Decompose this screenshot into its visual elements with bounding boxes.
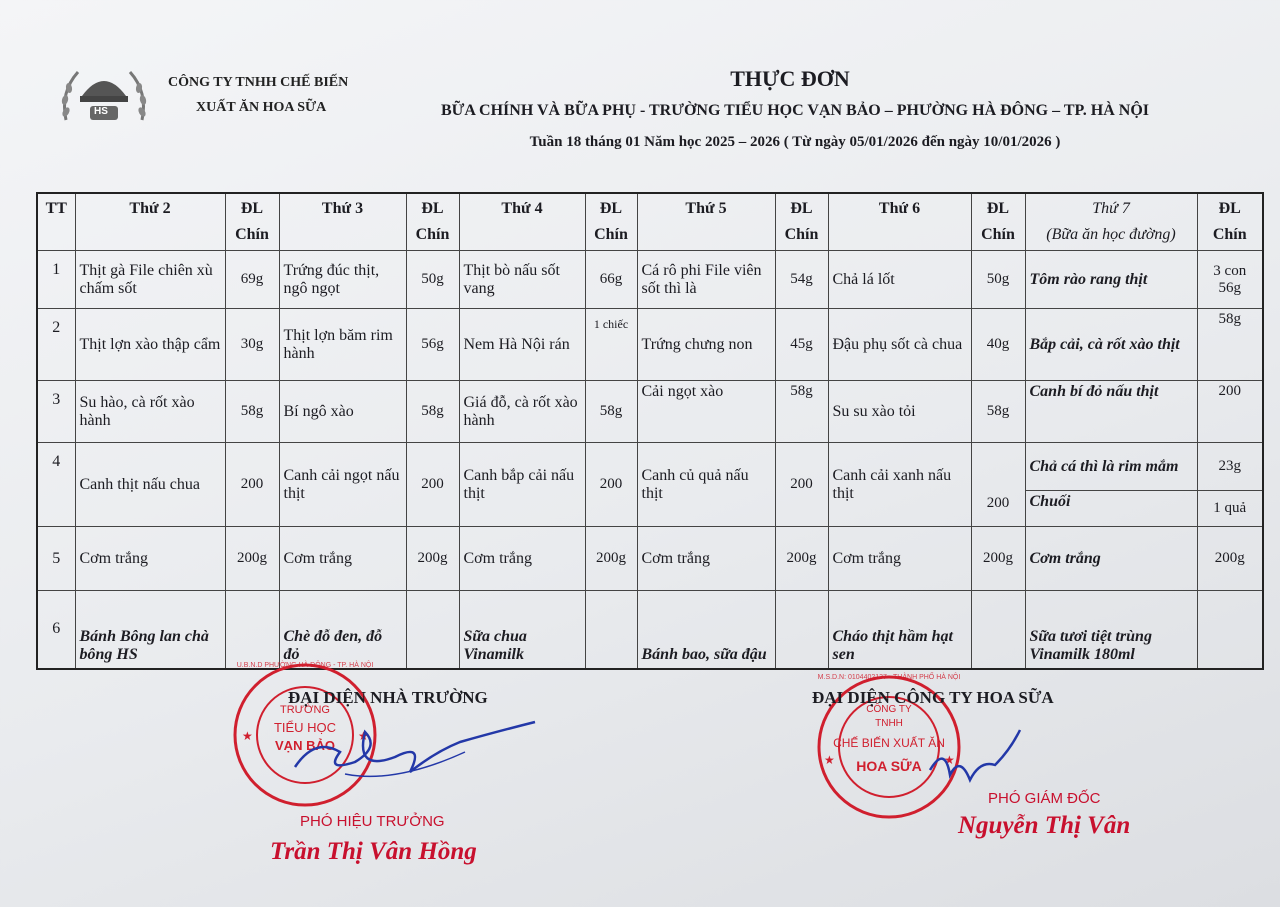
school-representative-name: Trần Thị Vân Hồng <box>270 838 477 865</box>
header-qty: ĐL Chín <box>225 193 279 251</box>
qty-cell: 200 <box>406 443 459 527</box>
row-number: 2 <box>37 309 75 381</box>
table-row <box>37 381 1263 443</box>
dish-cell: Cơm trắng <box>828 527 971 591</box>
company-representative-role: PHÓ GIÁM ĐỐC <box>988 790 1101 807</box>
qty-cell: 200 <box>1197 381 1263 443</box>
stamp-ring-text: U.B.N.D PHƯỜNG HÀ ĐÔNG - TP. HÀ NỘI <box>236 662 374 669</box>
dish-cell-saturday: Bắp cải, cà rốt xào thịt <box>1025 309 1197 381</box>
dish-cell-saturday: Tôm rào rang thịt <box>1025 251 1197 309</box>
qty-cell: 56g <box>406 309 459 381</box>
qty-cell: 58g <box>971 381 1025 443</box>
qty-cell-empty <box>775 591 828 669</box>
document-title: THỰC ĐƠN <box>730 66 850 91</box>
header-day-5: Thứ 5 <box>637 193 775 251</box>
qty-cell: 66g <box>585 251 637 309</box>
header-day-4: Thứ 4 <box>459 193 585 251</box>
qty-cell-empty <box>225 591 279 669</box>
header-qty: ĐL Chín <box>406 193 459 251</box>
qty-cell: 58g <box>1197 309 1263 381</box>
qty-cell: 200g <box>406 527 459 591</box>
qty-cell: 58g <box>406 381 459 443</box>
company-representative-name: Nguyễn Thị Vân <box>958 812 1131 839</box>
dish-cell: Nem Hà Nội rán <box>459 309 585 381</box>
svg-text:★: ★ <box>824 753 835 767</box>
header-qty: ĐL Chín <box>585 193 637 251</box>
dish-cell: Cải ngọt xào <box>637 381 775 443</box>
snack-cell: Bánh bao, sữa đậu <box>637 591 775 669</box>
qty-cell: 30g <box>225 309 279 381</box>
dish-cell-saturday: Canh bí đỏ nấu thịt <box>1025 381 1197 443</box>
dish-cell: Thịt lợn băm rim hành <box>279 309 406 381</box>
dish-cell: Cơm trắng <box>75 527 225 591</box>
qty-cell: 200 <box>971 443 1025 527</box>
qty-cell: 200g <box>1197 527 1263 591</box>
dish-cell: Chả lá lốt <box>828 251 971 309</box>
school-representative-heading: ĐẠI DIỆN NHÀ TRƯỜNG <box>288 688 488 707</box>
stamp-line: HOA SỮA <box>856 758 922 774</box>
dish-cell: Thịt gà File chiên xù chấm sốt <box>75 251 225 309</box>
qty-cell: 58g <box>775 381 828 443</box>
qty-cell: 200g <box>585 527 637 591</box>
school-signature <box>285 712 545 792</box>
stamp-line: CÔNG TY <box>866 704 912 715</box>
table-header-row <box>37 193 1263 251</box>
qty-cell: 200g <box>971 527 1025 591</box>
qty-cell: 200g <box>775 527 828 591</box>
dish-cell: Cơm trắng <box>279 527 406 591</box>
table-row <box>37 527 1263 591</box>
table-row <box>37 309 1263 381</box>
header-day-3: Thứ 3 <box>279 193 406 251</box>
dish-cell: Cơm trắng <box>637 527 775 591</box>
stamp-line: CHẾ BIẾN XUẤT ĂN <box>833 736 945 750</box>
header-day-7: Thứ 7 (Bữa ăn học đường) <box>1025 193 1197 251</box>
snack-cell: Cháo thịt hầm hạt sen <box>828 591 971 669</box>
dish-cell: Canh cải ngọt nấu thịt <box>279 443 406 527</box>
qty-cell: 69g <box>225 251 279 309</box>
dish-cell: Su su xào tỏi <box>828 381 971 443</box>
header-day-2: Thứ 2 <box>75 193 225 251</box>
dish-cell: Trứng đúc thịt, ngô ngọt <box>279 251 406 309</box>
row-number: 1 <box>37 251 75 309</box>
qty-cell: 1 chiếc <box>585 309 637 381</box>
qty-cell: 40g <box>971 309 1025 381</box>
snack-cell: Bánh Bông lan chà bông HS <box>75 591 225 669</box>
dish-cell: Canh bắp cải nấu thịt <box>459 443 585 527</box>
row-number: 4 <box>37 443 75 527</box>
dish-cell: Canh củ quả nấu thịt <box>637 443 775 527</box>
stamp-line: TNHH <box>875 718 903 729</box>
header-qty: ĐL Chín <box>971 193 1025 251</box>
qty-cell: 50g <box>971 251 1025 309</box>
company-line-2: XUẤT ĂN HOA SỮA <box>196 100 327 115</box>
svg-text:★: ★ <box>944 753 955 767</box>
table-row <box>37 443 1263 491</box>
dish-cell-saturday: Chuối <box>1025 491 1197 527</box>
qty-cell: 200 <box>775 443 828 527</box>
header-day-6: Thứ 6 <box>828 193 971 251</box>
row-number: 5 <box>37 527 75 591</box>
dish-cell: Su hào, cà rốt xào hành <box>75 381 225 443</box>
table-row-snack <box>37 591 1263 669</box>
qty-cell: 3 con 56g <box>1197 251 1263 309</box>
document-subtitle: BỮA CHÍNH VÀ BỮA PHỤ - TRƯỜNG TIỂU HỌC VẠN BẢO – PHƯỜNG HÀ ĐÔNG – TP. HÀ NỘI <box>440 102 1150 119</box>
qty-cell: 58g <box>225 381 279 443</box>
qty-cell-empty <box>971 591 1025 669</box>
stamp-line: VẠN BẢO <box>275 738 335 753</box>
qty-cell-empty <box>406 591 459 669</box>
qty-cell: 58g <box>585 381 637 443</box>
company-signature <box>920 725 1030 795</box>
dish-cell: Giá đỗ, cà rốt xào hành <box>459 381 585 443</box>
qty-cell: 50g <box>406 251 459 309</box>
snack-cell: Chè đỗ đen, đỗ đỏ <box>279 591 406 669</box>
dish-cell: Canh thịt nấu chua <box>75 443 225 527</box>
snack-cell: Sữa tươi tiệt trùng Vinamilk 180ml <box>1025 591 1197 669</box>
row-number: 6 <box>37 591 75 669</box>
stamp-line: TIỂU HỌC <box>273 720 337 735</box>
qty-cell: 23g <box>1197 443 1263 491</box>
qty-cell: 45g <box>775 309 828 381</box>
menu-table <box>36 192 1264 670</box>
dish-cell: Canh cải xanh nấu thịt <box>828 443 971 527</box>
dish-cell: Cá rô phi File viên sốt thì là <box>637 251 775 309</box>
svg-text:★: ★ <box>358 729 369 743</box>
svg-text:★: ★ <box>242 729 253 743</box>
qty-cell-empty <box>1197 591 1263 669</box>
dish-cell: Thịt bò nấu sốt vang <box>459 251 585 309</box>
dish-cell: Thịt lợn xào thập cẩm <box>75 309 225 381</box>
qty-cell: 200 <box>585 443 637 527</box>
header-qty: ĐL Chín <box>775 193 828 251</box>
company-representative-heading: ĐẠI DIỆN CÔNG TY HOA SỮA <box>812 688 1054 707</box>
logo-text: HS <box>94 106 108 117</box>
header-qty: ĐL Chín <box>1197 193 1263 251</box>
dish-cell: Đậu phụ sốt cà chua <box>828 309 971 381</box>
dish-cell: Bí ngô xào <box>279 381 406 443</box>
qty-cell: 54g <box>775 251 828 309</box>
header-tt: TT <box>37 193 75 251</box>
stamp-line: TRƯỜNG <box>280 704 330 716</box>
stamp-ring-text: M.S.D.N: 0104402137 - THÀNH PHỐ HÀ NỘI <box>817 674 961 681</box>
qty-cell: 1 quả <box>1197 491 1263 527</box>
snack-cell: Sữa chua Vinamilk <box>459 591 585 669</box>
qty-cell-empty <box>585 591 637 669</box>
school-representative-role: PHÓ HIỆU TRƯỞNG <box>300 813 445 830</box>
qty-cell: 200g <box>225 527 279 591</box>
table-row <box>37 251 1263 309</box>
week-range: Tuần 18 tháng 01 Năm học 2025 – 2026 ( Từ ngày 05/01/2026 đến ngày 10/01/2026 ) <box>529 134 1061 150</box>
dish-cell: Trứng chưng non <box>637 309 775 381</box>
qty-cell: 200 <box>225 443 279 527</box>
row-number: 3 <box>37 381 75 443</box>
dish-cell: Cơm trắng <box>459 527 585 591</box>
dish-cell-saturday: Chả cá thì là rim mắm <box>1025 443 1197 491</box>
dish-cell-saturday: Cơm trắng <box>1025 527 1197 591</box>
company-line-1: CÔNG TY TNHH CHẾ BIẾN <box>168 75 349 90</box>
